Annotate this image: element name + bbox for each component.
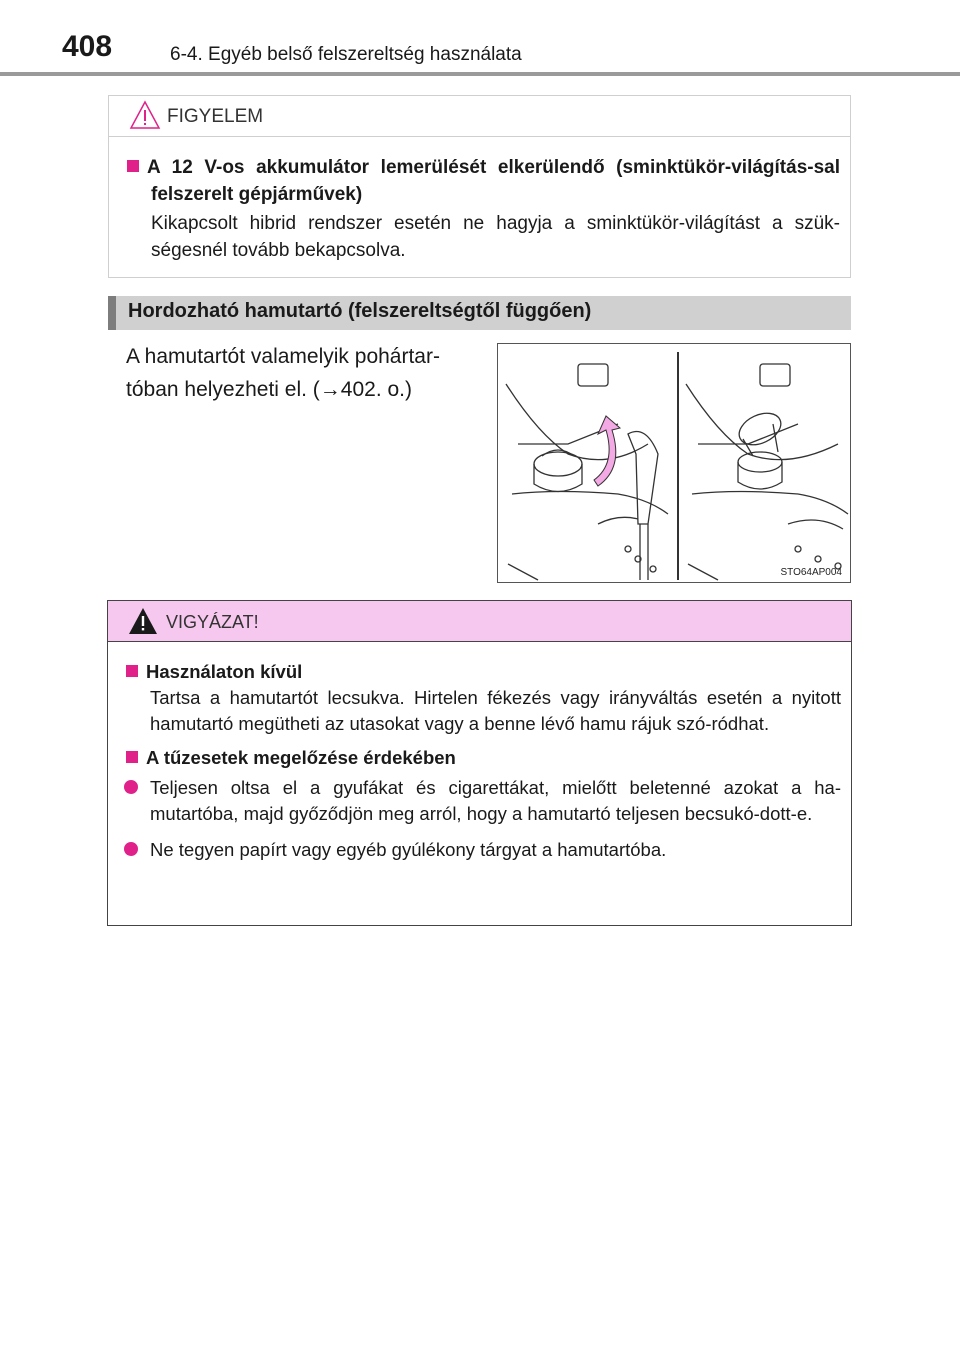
- section-title: Hordozható hamutartó (felszereltségtől függően): [128, 300, 592, 322]
- caution-triangle-icon: [129, 100, 161, 130]
- ashtray-illustration: [497, 343, 851, 583]
- page-number: 408: [62, 30, 113, 63]
- page-header: [0, 0, 960, 80]
- section-heading-bar: [108, 296, 851, 330]
- notice-box: [108, 95, 851, 278]
- round-bullet-icon: [124, 842, 138, 856]
- warning-title: VIGYÁZAT!: [166, 612, 259, 632]
- warning-item: [126, 659, 841, 737]
- intro-text: A hamutartót valamelyik pohártar-tóban helyezheti el. (→402. o.): [126, 345, 440, 401]
- warning-item: [126, 745, 841, 863]
- square-bullet-icon: [126, 751, 138, 763]
- warning-box: [107, 600, 852, 926]
- square-bullet-icon: [126, 665, 138, 677]
- warning-item-text: Tartsa a hamutartót lecsukva. Hirtelen fékezés vagy irányváltás esetén a nyitott hamutartó megütheti az utasokat vagy a benne lévő hamu rájuk szó-ródhat.: [150, 687, 841, 734]
- warning-body: [126, 659, 841, 871]
- header-divider: [0, 72, 960, 76]
- square-bullet-icon: [127, 160, 139, 172]
- warning-bullet: Teljesen oltsa el a gyufákat és cigarettákat, mielőtt beletenné azokat a ha-mutartóba, majd győződjön meg arról, hogy a hamutartó teljesen becsukó-dott-e.: [126, 775, 841, 827]
- notice-header: [109, 96, 850, 137]
- warning-item-title: Használaton kívül: [126, 659, 841, 685]
- warning-header: [108, 601, 851, 642]
- round-bullet-icon: [124, 780, 138, 794]
- notice-title: FIGYELEM: [167, 106, 264, 127]
- notice-body: [127, 154, 840, 264]
- notice-item-title: A 12 V-os akkumulátor lemerülését elkerülendő (sminktükör-világítás-sal felszerelt gépjárművek): [127, 154, 840, 208]
- warning-item-title: A tűzesetek megelőzése érdekében: [126, 745, 841, 771]
- warning-bullet: Ne tegyen papírt vagy egyéb gyúlékony tárgyat a hamutartóba.: [126, 837, 841, 863]
- ashtray-drawing: [498, 344, 851, 583]
- warning-triangle-icon: [128, 607, 158, 635]
- chapter-title: 6-4. Egyéb belső felszereltség használata: [170, 44, 522, 65]
- figure-code: STO64AP004: [780, 567, 842, 578]
- notice-item-text: Kikapcsolt hibrid rendszer esetén ne hagyja a sminktükör-világítást a szük-ségesnél tovább bekapcsolva.: [151, 213, 840, 261]
